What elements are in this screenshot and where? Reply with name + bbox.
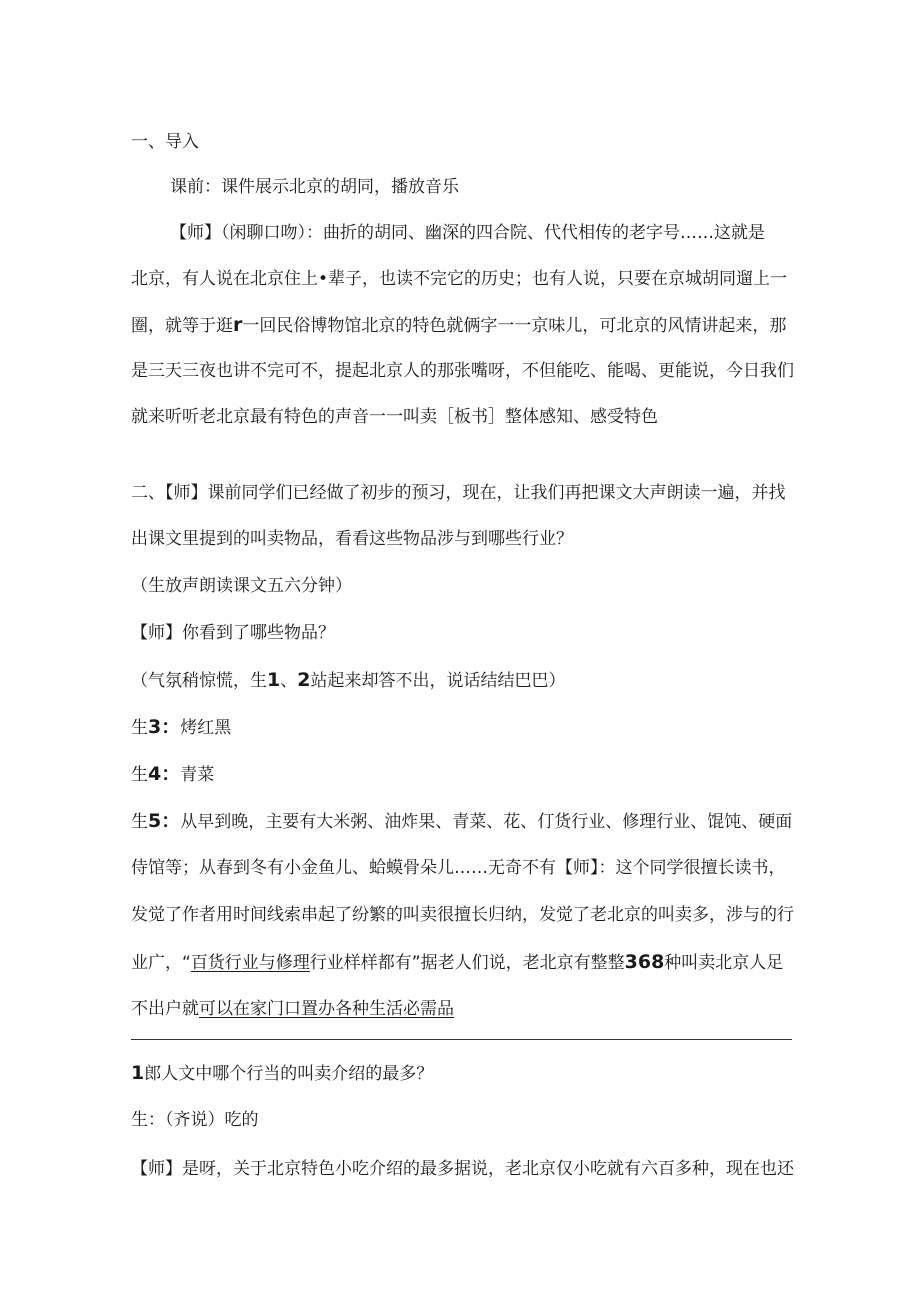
text-run: 业广，“ — [131, 953, 191, 973]
paragraph-line — [131, 314, 786, 337]
text-run: 青菜 — [180, 765, 215, 785]
paragraph-line — [131, 998, 454, 1020]
text-run: 1 — [267, 669, 281, 691]
text-run: 5 — [148, 810, 162, 832]
section-heading-intro: 一、导入 — [131, 132, 199, 152]
text-run: 从早到晚，主要有大米粥、油炸果、青菜、花、仃货行业、修理行业、馄饨、硬面 — [180, 812, 793, 832]
paragraph-line: 发觉了作者用时间线索串起了纷繁的叫卖很擅长归纳，发觉了老北京的叫卖多，涉与的行 — [131, 905, 794, 925]
text-run: 3 — [148, 716, 162, 738]
text-run: 烤红黑 — [180, 718, 232, 738]
text-run: 2 — [297, 669, 311, 691]
text-run: 行业样样都有”据老人们说，老北京有整整 — [309, 953, 625, 973]
text-run: ： — [161, 763, 181, 785]
paragraph-line: 【师】是呀，关于北京特色小吃介绍的最多据说，老北京仅小吃就有六百多种，现在也还 — [131, 1159, 794, 1179]
student-answer — [131, 810, 792, 833]
text-run: 368 — [624, 951, 665, 973]
paragraph-line: 【师】（闲聊口吻）：曲折的胡同、幽深的四合院、代代相传的老字号……这就是 — [170, 223, 765, 243]
student-answer — [131, 763, 214, 786]
text-run: 生 — [131, 812, 148, 832]
teacher-question: 【师】你看到了哪些物品？ — [131, 623, 335, 643]
text-run: ： — [161, 810, 181, 832]
text-run: r — [233, 314, 243, 336]
text-run: 、 — [280, 671, 298, 691]
student-answer: 生：（齐说）吃的 — [131, 1110, 259, 1130]
paragraph-line — [131, 951, 783, 974]
text-run: 圈，就等于逛 — [131, 316, 233, 336]
before-class-note: 课前：课件展示北京的胡同，播放音乐 — [170, 177, 459, 197]
text-run: 生 — [131, 765, 148, 785]
paragraph-line: 是三天三夜也讲不完可不，提起北京人的那张嘴呀，不但能吃、能喝、更能说，今日我们 — [131, 361, 794, 381]
paragraph-line: 出课文里提到的叫卖物品，看看这些物品涉与到哪些行业？ — [131, 529, 573, 549]
text-run: 一回民俗博物馆北京的特色就俩字一一京味儿，可北京的风情讲起来，那 — [242, 316, 787, 336]
text-run: 站起来却答不出，说话结结巴巴） — [310, 671, 566, 691]
student-answer — [131, 716, 231, 739]
text-run: 郎人文中哪个行当的叫卖介绍的最多？ — [144, 1064, 434, 1084]
paragraph-line: 二、【师】课前同学们已经做了初步的预习，现在，让我们再把课文大声朗读一遍，并找 — [131, 483, 786, 503]
text-run: 1 — [131, 1062, 145, 1084]
horizontal-rule — [131, 1039, 792, 1040]
text-run: 种叫卖北京人足 — [664, 953, 784, 973]
stage-direction — [131, 669, 565, 692]
text-run: 4 — [148, 763, 162, 785]
teacher-question — [131, 1062, 433, 1085]
paragraph-line: 北京，有人说在北京住上•辈子，也读不完它的历史；也有人说，只要在京城胡同遛上一 — [131, 269, 788, 289]
text-run: ： — [161, 716, 181, 738]
paragraph-line: 侍馆等；从春到冬有小金鱼儿、蛤蟆骨朵儿……无奇不有【师】：这个同学很擅长读书， — [131, 858, 786, 878]
underlined-text: 可以在家门口置办各种生活必需品 — [199, 999, 454, 1019]
underlined-text: 百货行业与修理 — [190, 953, 310, 973]
paragraph-line: 就来听听老北京最有特色的声音一一叫卖［板书］整体感知、感受特色 — [131, 407, 658, 427]
stage-direction: （生放声朗读课文五六分钟） — [131, 576, 352, 596]
text-run: 不出户就 — [131, 999, 199, 1019]
text-run: （气氛稍惊慌，生 — [131, 671, 267, 691]
text-run: 生 — [131, 718, 148, 738]
